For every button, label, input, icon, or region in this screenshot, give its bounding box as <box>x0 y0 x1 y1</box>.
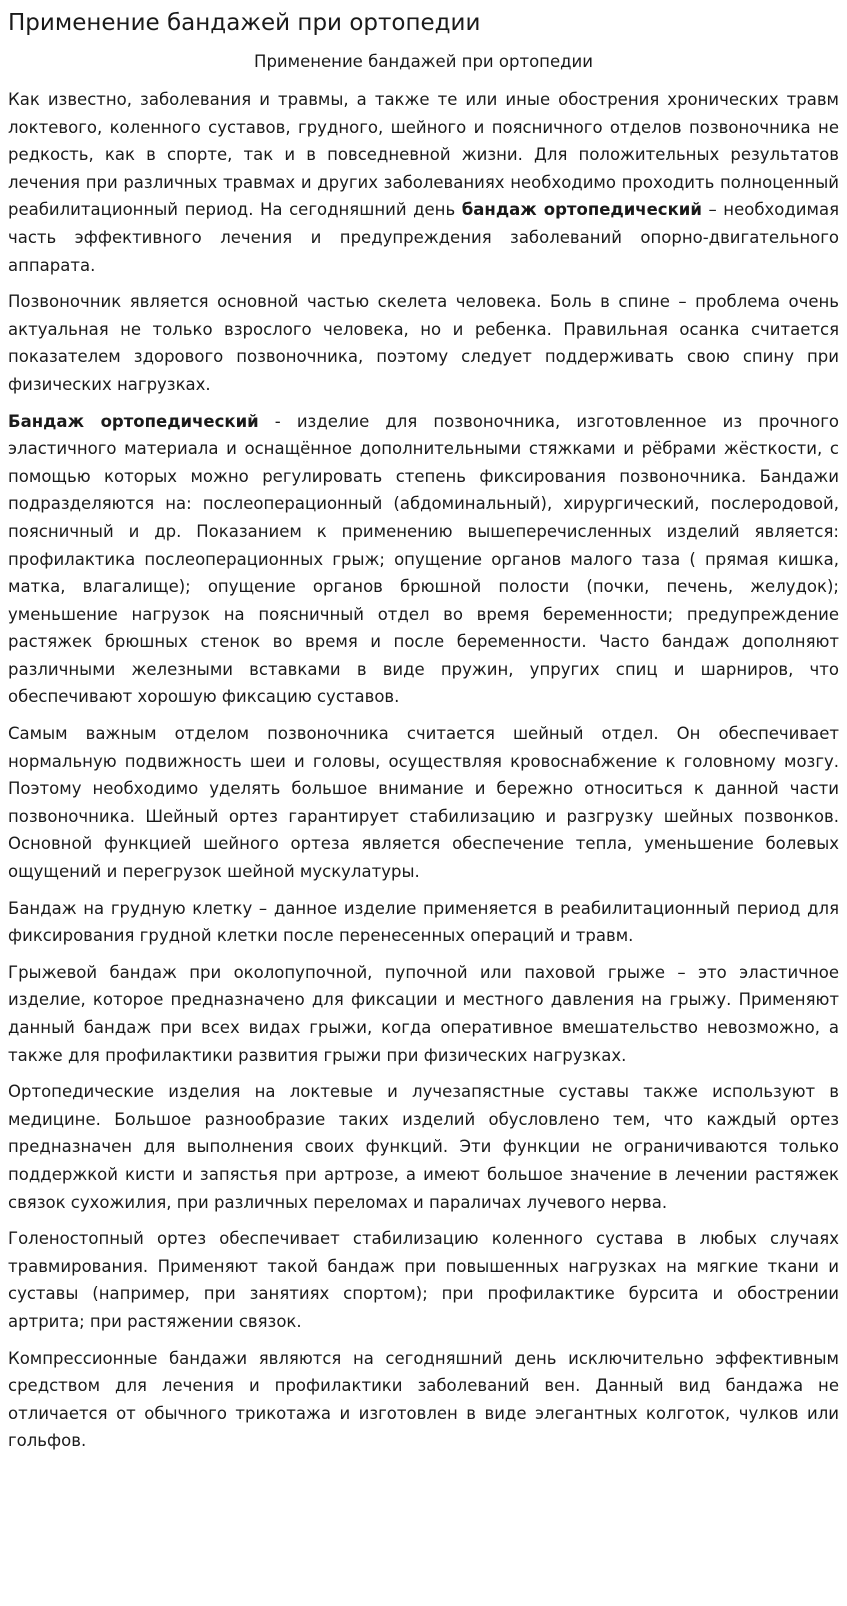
paragraph-text: Как известно, заболевания и травмы, а также те или иные обострения хронических травм локтевого, коленного суставов, грудного, шейного и поясничного отделов позвоночника не редкость, как в спорте, так и в повседневной жизни. Для положительных результатов лечения при различных травмах и других заболеваниях необходимо проходить полноценный реабилитационный период. На сегодняшний день <box>8 90 839 220</box>
paragraph-text: - изделие для позвоночника, изготовленное из прочного эластичного материала и оснащённое дополнительными стяжками и рёбрами жёсткости, с помощью которых можно регулировать степень фиксирования позвоночника. Бандажи подразделяются на: послеоперационный (абдоминальный), хирургический, послеродовой, поясничный и др. Показанием к применению вышеперечисленных изделий является: профилактика послеоперационных грыж; опущение органов малого таза ( прямая кишка, матка, влагалище); опущение органов брюшной полости (почки, печень, желудок); уменьшение нагрузок на поясничный отдел во время беременности; предупреждение растяжек брюшных стенок во время и после беременности. Часто бандаж дополняют различными железными вставками в виде пружин, упругих спиц и шарниров, что обеспечивают хорошую фиксацию суставов. <box>8 411 839 707</box>
paragraph-intro <box>8 86 839 279</box>
paragraph-text: – необходимая часть эффективного лечения и предупреждения заболеваний опорно-двигательного аппарата. <box>8 200 839 275</box>
paragraph-elbow-wrist: Ортопедические изделия на локтевые и лучезапястные суставы также используют в медицине. Большое разнообразие таких изделий обусловлено тем, что каждый ортез предназначен для выполнения своих функций. Эти функции не ограничиваются только поддержкой кисти и запястья при артрозе, а имеют большое значение в лечении растяжек связок сухожилия, при различных переломах и параличах лучевого нерва. <box>8 1082 839 1212</box>
bold-term: Бандаж ортопедический <box>8 411 259 431</box>
paragraph-bandage-definition <box>8 408 839 712</box>
paragraph-chest: Бандаж на грудную клетку – данное изделие применяется в реабилитационный период для фиксирования грудной клетки после перенесенных операций и травм. <box>8 898 839 946</box>
paragraph-cervical: Самым важным отделом позвоночника считается шейный отдел. Он обеспечивает нормальную подвижность шеи и головы, осуществляя кровоснабжение к головному мозгу. Поэтому необходимо уделять большое внимание и бережно относиться к данной части позвоночника. Шейный ортез гарантирует стабилизацию и разгрузку шейных позвонков. Основной функцией шейного ортеза является обеспечение тепла, уменьшение болевых ощущений и перегрузок шейной мускулатуры. <box>8 724 839 882</box>
paragraph-compression: Компрессионные бандажи являются на сегодняшний день исключительно эффективным средством для лечения и профилактики заболеваний вен. Данный вид бандажа не отличается от обычного трикотажа и изготовлен в виде элегантных колготок, чулков или гольфов. <box>8 1348 839 1451</box>
article-subtitle: Применение бандажей при ортопедии <box>254 52 593 71</box>
bold-term: бандаж ортопедический <box>461 200 702 220</box>
paragraph-hernia: Грыжевой бандаж при околопупочной, пупочной или паховой грыже – это эластичное изделие, которое предназначено для фиксации и местного давления на грыжу. Применяют данный бандаж при всех видах грыжи, когда оперативное вмешательство невозможно, а также для профилактики развития грыжи при физических нагрузках. <box>8 962 839 1065</box>
page-title: Применение бандажей при ортопедии <box>8 10 481 36</box>
paragraph-spine: Позвоночник является основной частью скелета человека. Боль в спине – проблема очень актуальная не только взрослого человека, но и ребенка. Правильная осанка считается показателем здорового позвоночника, поэтому следует поддерживать свою спину при физических нагрузках. <box>8 292 839 394</box>
paragraph-ankle: Голеностопный ортез обеспечивает стабилизацию коленного сустава в любых случаях травмирования. Применяют такой бандаж при повышенных нагрузках на мягкие ткани и суставы (например, при занятиях спортом); при профилактике бурсита и обострении артрита; при растяжении связок. <box>8 1229 839 1331</box>
